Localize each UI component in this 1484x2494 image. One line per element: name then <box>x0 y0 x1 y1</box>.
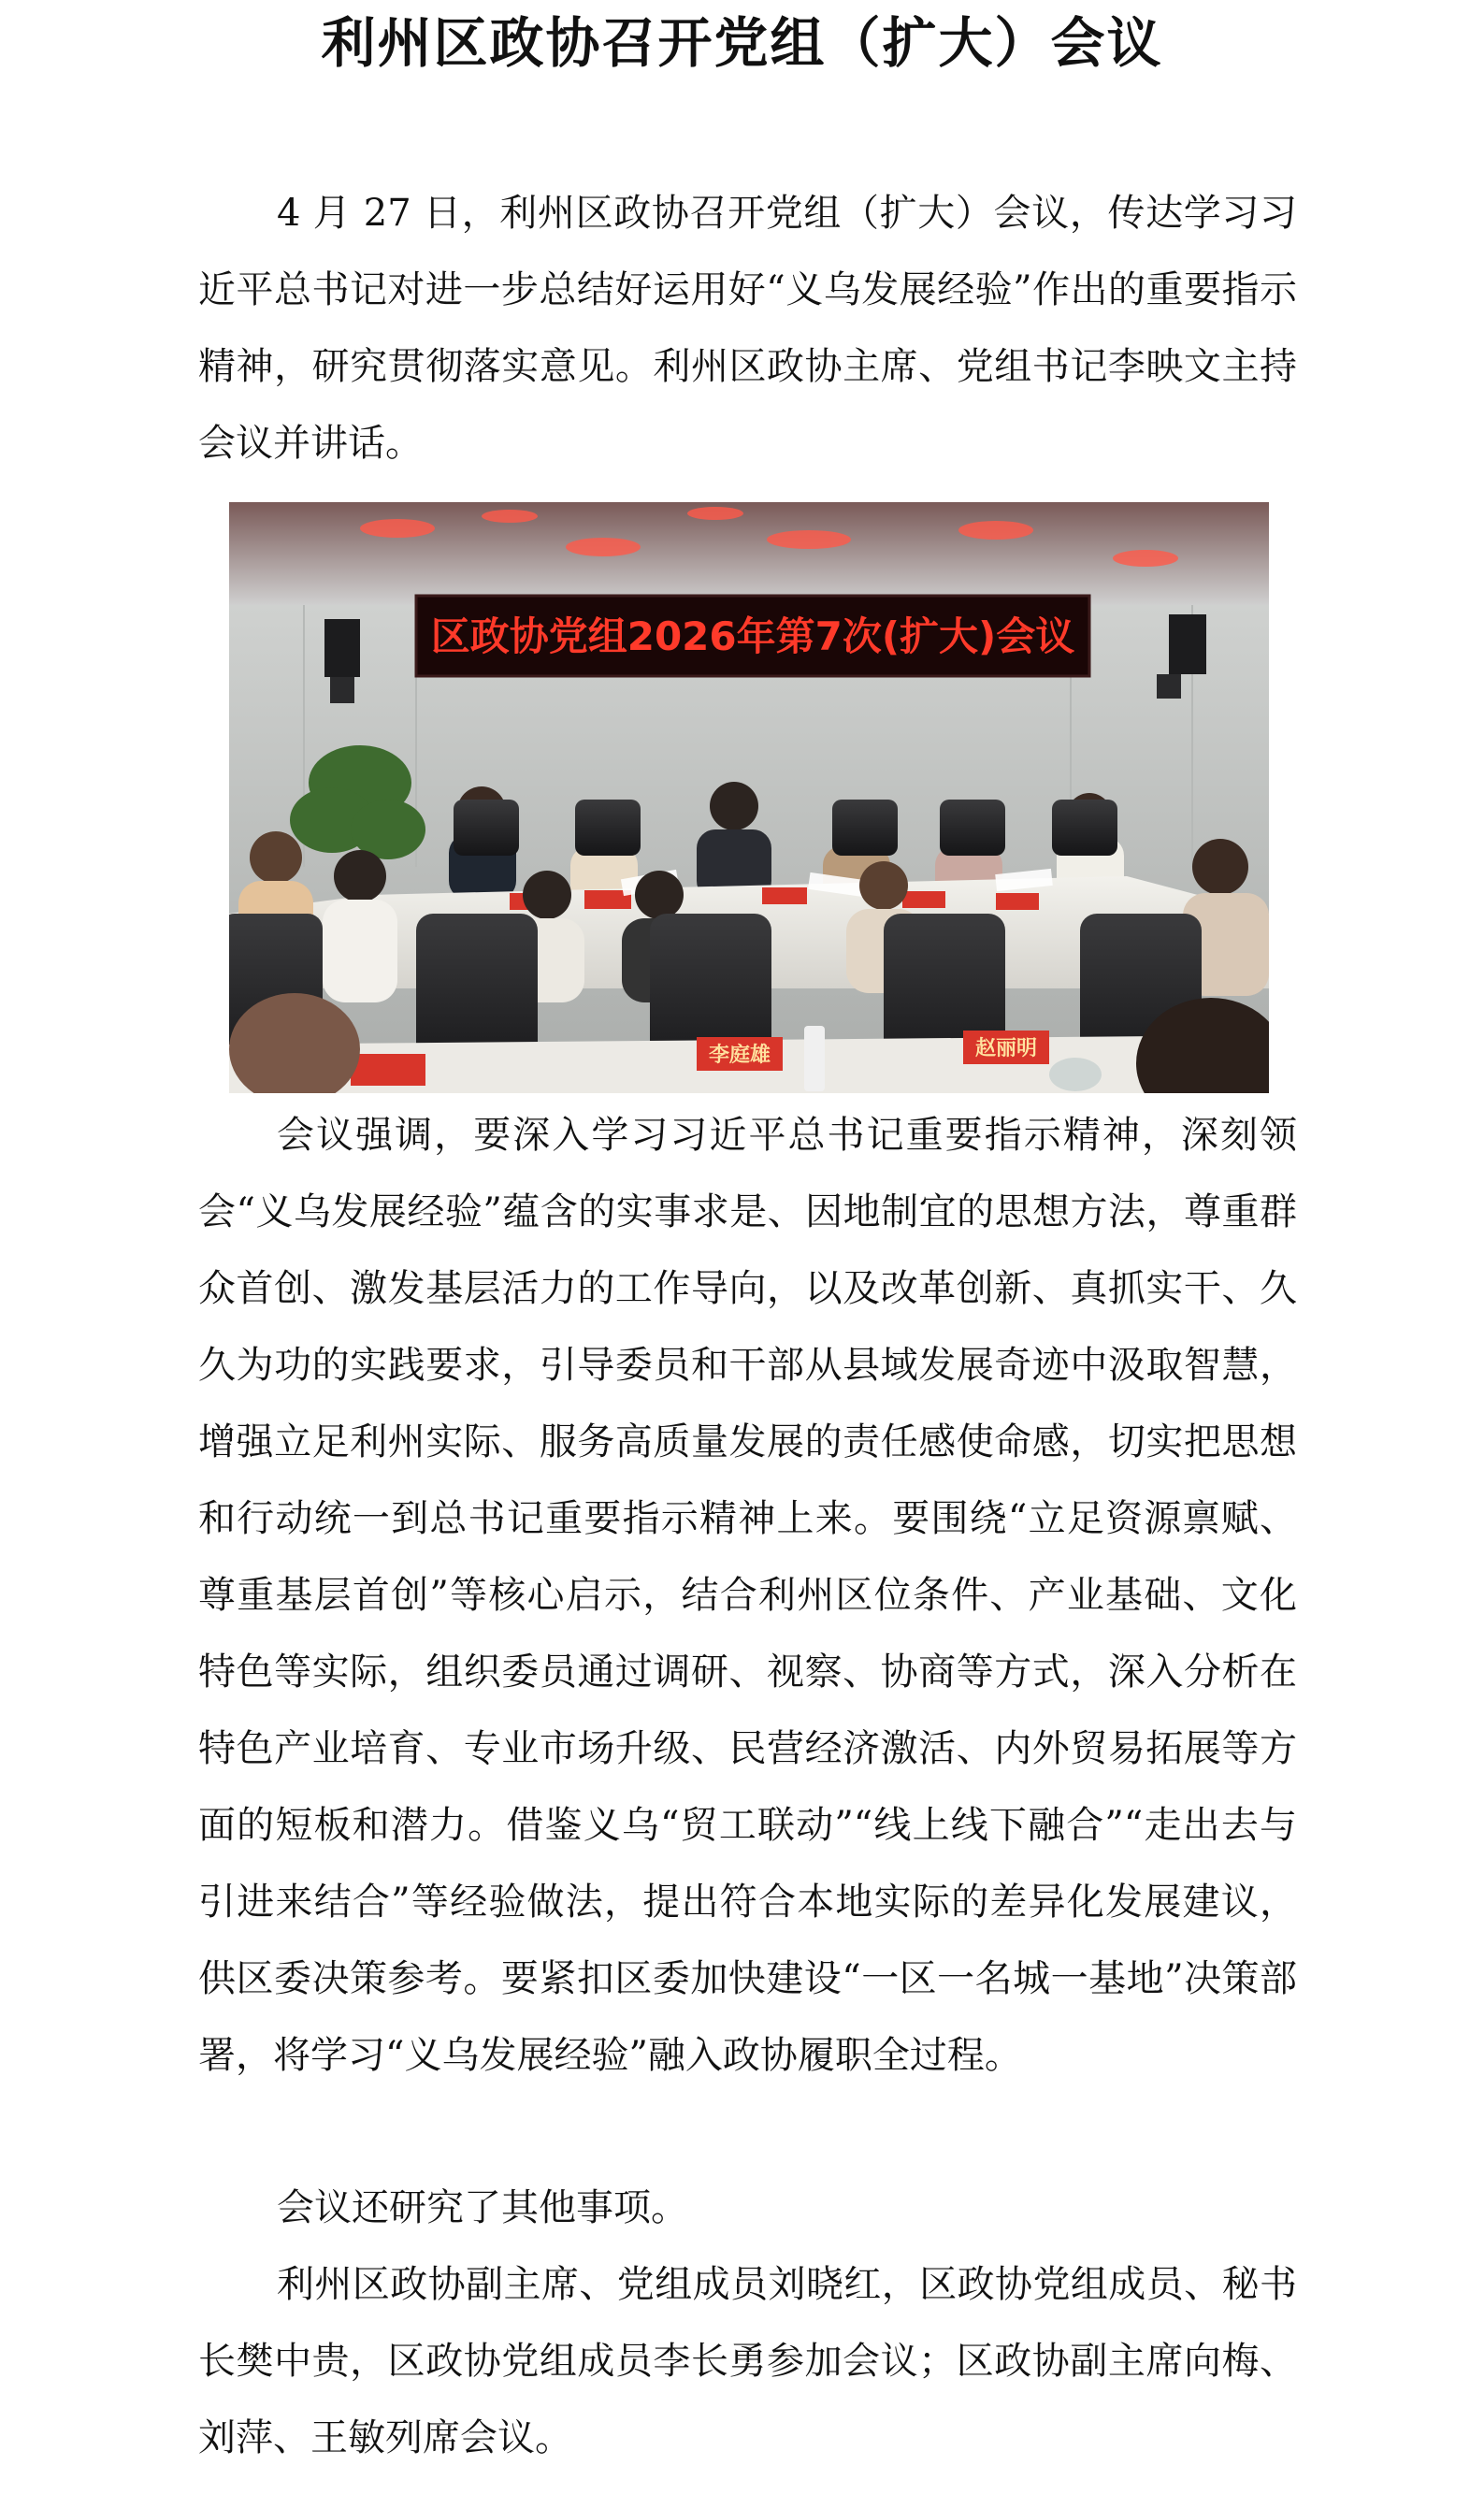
paragraph-attendees: 利州区政协副主席、党组成员刘晓红，区政协党组成员、秘书长樊中贵，区政协党组成员李长勇参加会议；区政协副主席向梅、刘萍、王敏列席会议。 <box>198 2263 1297 2459</box>
name-plate-2: 赵丽明 <box>974 1037 1038 1060</box>
article-title: 利州区政协召开党组（扩大）会议 <box>321 11 1163 75</box>
paragraph-main: 会议强调，要深入学习习近平总书记重要指示精神，深刻领会“义乌发展经验”蕴含的实事求是、因地制宜的思想方法，尊重群众首创、激发基层活力的工作导向，以及改革创新、真抓实干、久久为功的实践要求，引导委员和干部从县域发展奇迹中汲取智慧，增强立足利州实际、服务高质量发展的责任感使命感，切实把思想和行动统一到总书记重要指示精神上来。要围绕“立足资源禀赋、尊重基层首创”等核心启示，结合利州区位条件、产业基础、文化特色等实际，组织委员通过调研、视察、协商等方式，深入分析在特色产业培育、专业市场升级、民营经济激活、内外贸易拓展等方面的短板和潜力。借鉴义乌“贸工联动”“线上线下融合”“走出去与引进来结合”等经验做法，提出符合本地实际的差异化发展建议，供区委决策参考。要紧扣区委加快建设“一区一名城一基地”决策部署，将学习“义乌发展经验”融入政协履职全过程。 <box>198 1114 1297 2077</box>
paragraph-other-matters: 会议还研究了其他事项。 <box>277 2186 688 2229</box>
meeting-photo <box>229 502 1269 1093</box>
name-plate-1: 李庭雄 <box>708 1044 771 1067</box>
paragraph-intro: 4 月 27 日，利州区政协召开党组（扩大）会议，传达学习习近平总书记对进一步总结好运用好“义乌发展经验”作出的重要指示精神，研究贯彻落实意见。利州区政协主席、党组书记李映文主持会议并讲话。 <box>198 192 1297 465</box>
led-banner-text: 区政协党组2026年第7次(扩大)会议 <box>430 613 1075 659</box>
